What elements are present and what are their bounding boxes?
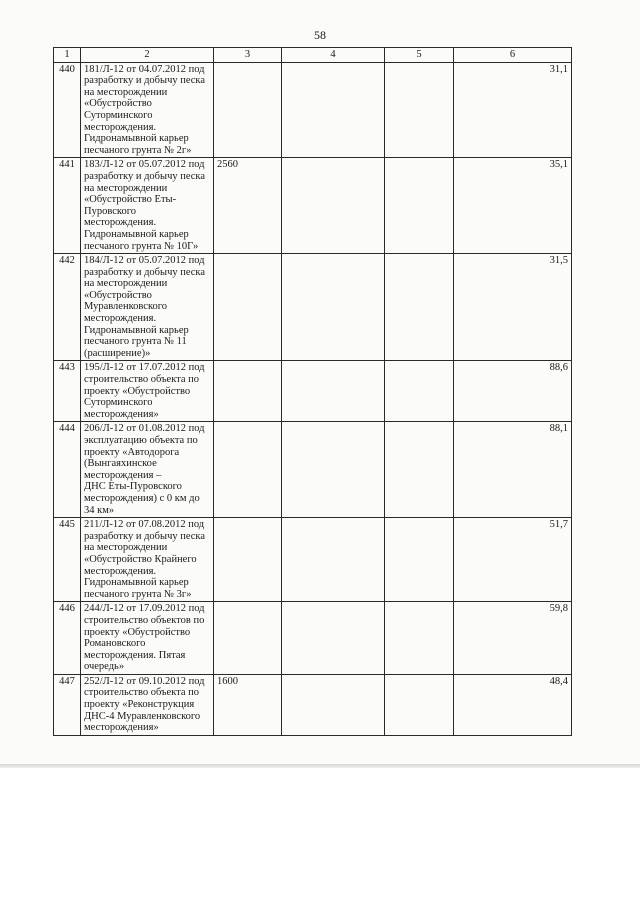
column-5-value xyxy=(385,422,454,518)
row-description xyxy=(81,674,214,735)
row-description xyxy=(81,422,214,518)
description-line: песчаного грунта № 3г» xyxy=(84,588,192,600)
description-line: песчаного грунта № 11 xyxy=(84,336,187,348)
column-5-value xyxy=(385,674,454,735)
table-row xyxy=(54,602,572,675)
description-line: 181/Л-12 от 04.07.2012 под xyxy=(84,63,205,75)
description-line: месторождения» xyxy=(84,722,159,734)
page-number: 58 xyxy=(314,28,326,42)
description-line: на месторождении xyxy=(84,86,168,98)
table-row xyxy=(54,361,572,422)
column-3-value: 2560 xyxy=(214,158,282,254)
column-4-value xyxy=(282,158,385,254)
description-line: Муравленковского xyxy=(84,301,168,313)
row-description xyxy=(81,518,214,602)
description-line: месторождения) с 0 км до xyxy=(84,492,200,504)
column-5-value xyxy=(385,361,454,422)
column-4-value xyxy=(282,674,385,735)
description-line: «Обустройство Крайнего xyxy=(84,553,197,565)
column-5-value xyxy=(385,158,454,254)
table-row xyxy=(54,254,572,361)
description-line: Суторминского xyxy=(84,109,153,121)
description-line: строительство объектов по xyxy=(84,614,205,626)
description-line: эксплуатацию объекта по xyxy=(84,435,198,446)
description-line: разработку и добычу песка xyxy=(84,530,206,542)
description-line: месторождения» xyxy=(84,408,159,420)
description-line: «Обустройство xyxy=(84,289,152,301)
row-number: 440 xyxy=(54,62,81,158)
description-line: месторождения. Пятая xyxy=(84,649,186,661)
description-line: (расширение)» xyxy=(84,347,151,359)
table-body xyxy=(54,62,572,735)
row-description xyxy=(81,254,214,361)
description-line: проекту «Автодорога xyxy=(84,446,180,458)
column-5-value xyxy=(385,602,454,675)
column-4-value xyxy=(282,422,385,518)
column-3-value xyxy=(214,254,282,361)
description-line: месторождения – xyxy=(84,469,162,481)
description-line: (Вынгаяхинское xyxy=(84,458,157,470)
column-header: 1 xyxy=(54,48,81,63)
description-line: 252/Л-12 от 09.10.2012 под xyxy=(84,675,205,687)
description-line: строительство объекта по xyxy=(84,687,200,699)
description-line: 206/Л-12 от 01.08.2012 под xyxy=(84,423,205,435)
description-line: месторождения. xyxy=(84,217,157,229)
column-5-value xyxy=(385,254,454,361)
table-row xyxy=(54,158,572,254)
column-6-value: 31,5 xyxy=(454,254,572,361)
row-description xyxy=(81,62,214,158)
table-row xyxy=(54,518,572,602)
row-number: 446 xyxy=(54,602,81,675)
description-line: 211/Л-12 от 07.08.2012 под xyxy=(84,519,205,531)
column-6-value: 35,1 xyxy=(454,158,572,254)
description-line: Гидронамывной карьер xyxy=(84,324,189,336)
description-line: ДНС-4 Муравленковского xyxy=(84,710,201,722)
column-6-value: 31,1 xyxy=(454,62,572,158)
column-4-value xyxy=(282,361,385,422)
description-line: Суторминского xyxy=(84,397,153,409)
column-6-value: 48,4 xyxy=(454,674,572,735)
description-line: 244/Л-12 от 17.09.2012 под xyxy=(84,603,205,615)
description-line: на месторождении xyxy=(84,542,168,554)
description-line: песчаного грунта № 10Г» xyxy=(84,240,199,252)
header-row xyxy=(54,48,572,63)
column-4-value xyxy=(282,518,385,602)
description-line: проекту «Реконструкция xyxy=(84,699,195,711)
row-description xyxy=(81,602,214,675)
table-row xyxy=(54,62,572,158)
description-line: 183/Л-12 от 05.07.2012 под xyxy=(84,159,205,171)
column-header: 5 xyxy=(385,48,454,63)
description-line: ДНС Еты-Пуровского xyxy=(84,481,182,493)
column-4-value xyxy=(282,602,385,675)
scan-edge xyxy=(0,764,640,768)
description-line: песчаного грунта № 2г» xyxy=(84,144,192,156)
description-line: разработку и добычу песка xyxy=(84,75,206,87)
column-5-value xyxy=(385,62,454,158)
column-3-value: 1600 xyxy=(214,674,282,735)
description-line: на месторождении xyxy=(84,182,168,194)
column-header: 3 xyxy=(214,48,282,63)
description-line: месторождения. xyxy=(84,565,157,577)
row-description xyxy=(81,361,214,422)
column-6-value: 88,6 xyxy=(454,361,572,422)
row-description xyxy=(81,158,214,254)
description-line: разработку и добычу песка xyxy=(84,170,206,182)
description-line: проекту «Обустройство xyxy=(84,626,191,638)
description-line: Гидронамывной карьер xyxy=(84,228,189,240)
column-6-value: 88,1 xyxy=(454,422,572,518)
column-4-value xyxy=(282,62,385,158)
column-5-value xyxy=(385,518,454,602)
table-row xyxy=(54,422,572,518)
table-row xyxy=(54,674,572,735)
description-line: Гидронамывной карьер xyxy=(84,577,189,589)
row-number: 443 xyxy=(54,361,81,422)
row-number: 444 xyxy=(54,422,81,518)
row-number: 445 xyxy=(54,518,81,602)
description-line: «Обустройство Еты- xyxy=(84,194,177,206)
column-header: 2 xyxy=(81,48,214,63)
description-line: строительство объекта по xyxy=(84,374,200,386)
description-line: Пуровского xyxy=(84,205,137,217)
row-number: 441 xyxy=(54,158,81,254)
description-line: 184/Л-12 от 05.07.2012 под xyxy=(84,255,205,267)
column-3-value xyxy=(214,62,282,158)
column-3-value xyxy=(214,518,282,602)
row-number: 447 xyxy=(54,674,81,735)
description-line: очередь» xyxy=(84,661,125,673)
description-line: «Обустройство xyxy=(84,98,152,110)
row-number: 442 xyxy=(54,254,81,361)
column-header: 6 xyxy=(454,48,572,63)
description-line: месторождения. xyxy=(84,313,157,325)
description-line: разработку и добычу песка xyxy=(84,266,206,278)
column-3-value xyxy=(214,422,282,518)
column-3-value xyxy=(214,361,282,422)
column-4-value xyxy=(282,254,385,361)
column-6-value: 59,8 xyxy=(454,602,572,675)
column-6-value: 51,7 xyxy=(454,518,572,602)
register-table xyxy=(53,47,572,736)
description-line: Романовского xyxy=(84,638,146,650)
description-line: Гидронамывной карьер xyxy=(84,133,189,145)
description-line: месторождения. xyxy=(84,121,157,133)
column-header: 4 xyxy=(282,48,385,63)
description-line: 34 км» xyxy=(84,504,115,516)
description-line: на месторождении xyxy=(84,278,168,290)
description-line: 195/Л-12 от 17.07.2012 под xyxy=(84,362,205,374)
column-3-value xyxy=(214,602,282,675)
description-line: проекту «Обустройство xyxy=(84,385,191,397)
